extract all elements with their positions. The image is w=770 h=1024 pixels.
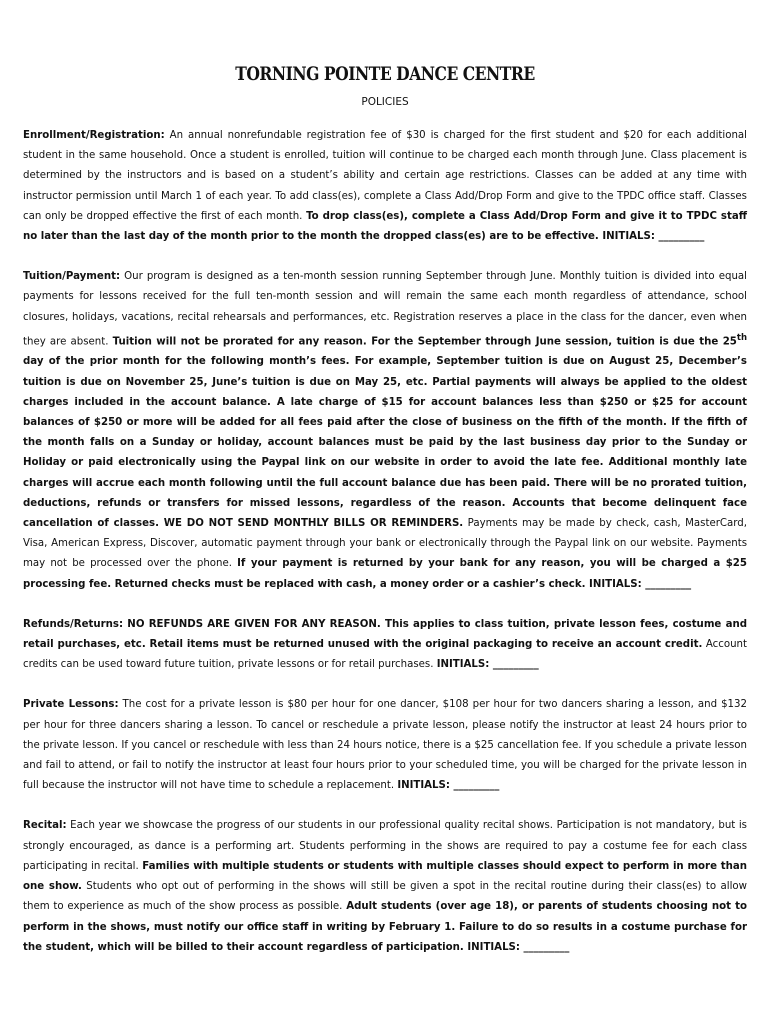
recital-section (23, 816, 747, 957)
recital-text: Each year we showcase the progress of our students in our professional quality recital shows. Participation is not mandatory, but is strongly encouraged, as dance is a performing art. Students performing in the shows are required to pay a costume fee for each class participating in recital. (23, 820, 747, 872)
tuition-returned-payment-policy: If your payment is returned by your bank for any reason, you will be charged a $25 processing fee. Returned checks must be replaced with cash, a money order or a cashier’s check. INITIALS: _________ (23, 558, 747, 590)
refunds-text: Account credits can be used toward future tuition, private lessons or for retail purchases. (23, 639, 748, 671)
recital-opt-out-text: Students who opt out of performing in the shows will still be given a spot in the recital routine during their class(es) to allow them to experience as much of the show process as possible. (23, 881, 747, 913)
tuition-payment-methods: Payments may be made by check, cash, MasterCard, Visa, American Express, Discover, automatic payment through your bank or electronically through the Paypal link on our website. Payments may not be processed over the phone. (23, 518, 747, 570)
tuition-superscript: th (736, 332, 747, 343)
tuition-section (23, 267, 747, 595)
recital-multiple-shows: Families with multiple students or students with multiple classes should expect to perform in more than one show. (23, 860, 747, 893)
refunds-section (23, 615, 747, 676)
recital-heading: Recital: (23, 820, 67, 832)
recital-notification-policy: Adult students (over age 18), or parents of students choosing not to perform in the shows, must notify our office staff in writing by February 1. Failure to do so results in a costume purchase for the student, which will be billed to their account regardless of participation. INITIALS: _________ (23, 901, 747, 953)
private-lessons-section (23, 695, 747, 796)
tuition-late-fee-policy: day of the prior month for the following month’s fees. For example, September tuition is due on August 25, December’s tuition is due on November 25, June’s tuition is due on May 25, etc. Partial payments will always be applied to the oldest charges included in the account balance. A late charge of $15 for account balances less than $250 or $25 for account balances of $250 or more will be added for all fees paid after the close of business on the fifth of the month. If the fifth of the month falls on a Sunday or holiday, account balances must be paid by the last business day prior to the Sunday or Holiday or paid electronically using the Paypal link on our website in order to avoid the late fee. Additional monthly late charges will accrue each month following until the full account balance due has been paid. There will be no prorated tuition, deductions, refunds or transfers for missed lessons, regardless of the reason. Accounts that become delinquent face cancellation of classes. WE DO NOT SEND MONTHLY BILLS OR REMINDERS. (23, 356, 747, 530)
tuition-text: Our program is designed as a ten-month session running September through June. Monthly tuition is divided into equal payments for lessons received for the full ten-month session and will remain the same each month regardless of attendance, school closures, holidays, vacations, recital rehearsals and performances, etc. Registration reserves a place in the class for the dancer, even when they are absent. (23, 271, 747, 348)
document-title: TORNING POINTE DANCE CENTRE (235, 63, 535, 85)
document-subtitle: POLICIES (361, 96, 409, 108)
document-page (23, 0, 747, 978)
private-lessons-initials: INITIALS: _________ (397, 780, 500, 792)
private-lessons-heading: Private Lessons: (23, 699, 119, 711)
tuition-proration-policy: Tuition will not be prorated for any reason. For the September through June session, tuition is due the 25 (112, 336, 737, 348)
enrollment-heading: Enrollment/Registration: (23, 130, 165, 141)
enrollment-section (23, 126, 747, 247)
refunds-heading: Refunds/Returns: NO REFUNDS ARE GIVEN FOR ANY REASON. This applies to class tuition, private lesson fees, costume and retail purchases, etc. Retail items must be returned unused with the original packaging to receive an account credit. (23, 618, 747, 651)
refunds-initials: INITIALS: _________ (436, 659, 539, 671)
private-lessons-text: The cost for a private lesson is $80 per hour for one dancer, $108 per hour for two dancers sharing a lesson, and $132 per hour for three dancers sharing a lesson. To cancel or reschedule a private lesson, please notify the instructor at least 24 hours prior to the private lesson. If you cancel or reschedule with less than 24 hours notice, there is a $25 cancellation fee. If you schedule a private lesson and fail to attend, or fail to notify the instructor at least four hours prior to your scheduled time, you will be charged for the private lesson in full because the instructor will not have time to schedule a replacement. (23, 699, 747, 792)
enrollment-drop-policy: To drop class(es), complete a Class Add/Drop Form and give it to TPDC staff no later than the last day of the month prior to the month the dropped class(es) are to be effective. INITIALS: _________ (23, 210, 747, 243)
enrollment-text: An annual nonrefundable registration fee of $30 is charged for the first student and $20 for each additional student in the same household. Once a student is enrolled, tuition will continue to be charged each month through June. Class placement is determined by the instructors and is based on a student’s ability and certain age restrictions. Classes can be added at any time with instructor permission until March 1 of each year. To add class(es), complete a Class Add/Drop Form and give to the TPDC office staff. Classes can only be dropped effective the first of each month. (23, 130, 747, 222)
tuition-heading: Tuition/Payment: (23, 271, 121, 283)
